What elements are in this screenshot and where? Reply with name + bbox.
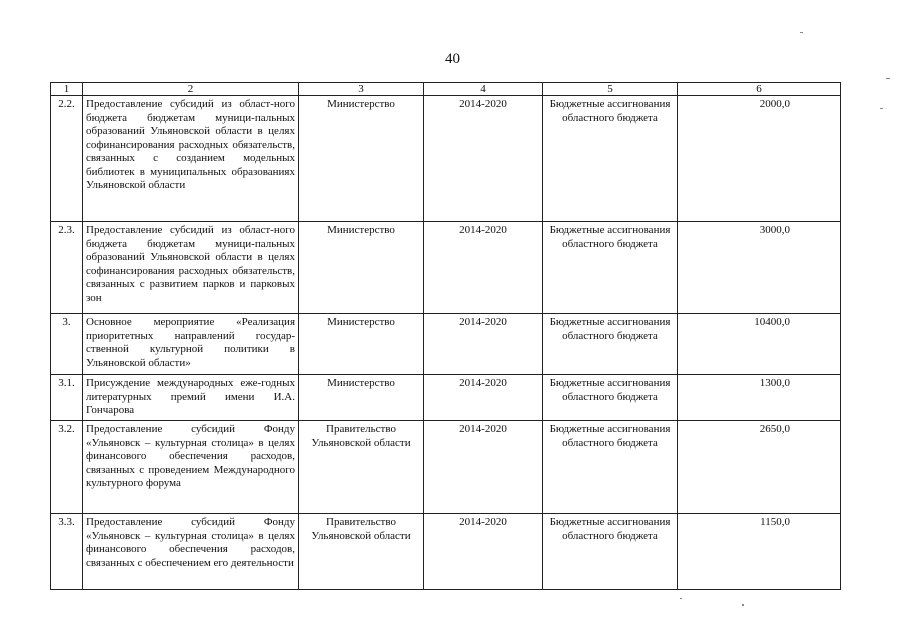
row-number: 3. — [51, 314, 83, 375]
amount: 10400,0 — [678, 314, 841, 375]
table-row — [51, 314, 841, 375]
amount: 1300,0 — [678, 375, 841, 421]
period: 2014-2020 — [424, 421, 543, 514]
amount: 2650,0 — [678, 421, 841, 514]
period: 2014-2020 — [424, 314, 543, 375]
measure-name: Предоставление субсидий из област-ного бюджета бюджетам муници-пальных образований Ульяновской области в целях софинансирования расходных обязательств, связанных с развитием парков и парковых зон — [83, 222, 299, 314]
table-row — [51, 222, 841, 314]
executor: Министерство — [299, 222, 424, 314]
column-header: 1 — [51, 83, 83, 96]
row-number: 3.3. — [51, 514, 83, 590]
period: 2014-2020 — [424, 96, 543, 222]
column-header: 5 — [543, 83, 678, 96]
executor: Министерство — [299, 314, 424, 375]
period: 2014-2020 — [424, 375, 543, 421]
table-row — [51, 375, 841, 421]
column-header: 2 — [83, 83, 299, 96]
scan-speck — [880, 108, 883, 109]
table-row — [51, 421, 841, 514]
measure-name: Предоставление субсидий Фонду «Ульяновск – культурная столица» в целях финансового обеспечения расходов, связанных с проведением Международного культурного форума — [83, 421, 299, 514]
amount: 2000,0 — [678, 96, 841, 222]
measure-name: Предоставление субсидий Фонду «Ульяновск – культурная столица» в целях финансового обеспечения расходов, связанных с обеспечением его деятельности — [83, 514, 299, 590]
scan-speck — [800, 32, 803, 33]
row-number: 2.2. — [51, 96, 83, 222]
funding-source: Бюджетные ассигнования областного бюджета — [543, 314, 678, 375]
amount: 3000,0 — [678, 222, 841, 314]
measure-name: Основное мероприятие «Реализация приоритетных направлений государ-ственной культурной политики в Ульяновской области» — [83, 314, 299, 375]
scan-speck — [680, 598, 682, 599]
scan-speck — [742, 604, 744, 606]
column-header: 4 — [424, 83, 543, 96]
executor: Правительство Ульяновской области — [299, 514, 424, 590]
row-number: 3.1. — [51, 375, 83, 421]
funding-source: Бюджетные ассигнования областного бюджета — [543, 421, 678, 514]
table-row — [51, 514, 841, 590]
executor: Правительство Ульяновской области — [299, 421, 424, 514]
period: 2014-2020 — [424, 514, 543, 590]
amount: 1150,0 — [678, 514, 841, 590]
measure-name: Предоставление субсидий из област-ного бюджета бюджетам муници-пальных образований Ульяновской области в целях софинансирования расходных обязательств, связанных с созданием модельных библиотек в муниципальных образованиях Ульяновской области — [83, 96, 299, 222]
funding-source: Бюджетные ассигнования областного бюджета — [543, 514, 678, 590]
page-number: 40 — [445, 51, 460, 67]
executor: Министерство — [299, 375, 424, 421]
scan-speck — [886, 78, 890, 79]
table-row — [51, 96, 841, 222]
executor: Министерство — [299, 96, 424, 222]
period: 2014-2020 — [424, 222, 543, 314]
budget-table — [50, 82, 841, 590]
row-number: 2.3. — [51, 222, 83, 314]
row-number: 3.2. — [51, 421, 83, 514]
funding-source: Бюджетные ассигнования областного бюджета — [543, 375, 678, 421]
column-header: 6 — [678, 83, 841, 96]
funding-source: Бюджетные ассигнования областного бюджета — [543, 222, 678, 314]
funding-source: Бюджетные ассигнования областного бюджета — [543, 96, 678, 222]
table-header-row — [51, 83, 841, 96]
column-header: 3 — [299, 83, 424, 96]
measure-name: Присуждение международных еже-годных литературных премий имени И.А. Гончарова — [83, 375, 299, 421]
